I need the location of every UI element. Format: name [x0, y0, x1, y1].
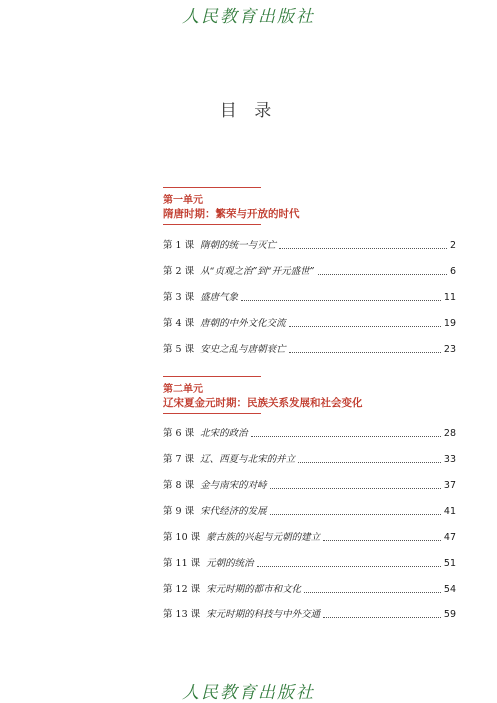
- lesson-title: 元朝的统治: [206, 558, 254, 569]
- leader-dots: [251, 436, 441, 437]
- toc-entry[interactable]: [163, 452, 456, 466]
- page-number: 59: [443, 609, 456, 620]
- toc-entry[interactable]: [163, 342, 456, 356]
- unit-label: 第一单元: [163, 195, 203, 206]
- leader-dots: [279, 248, 447, 249]
- lesson-title: 金与南宋的对峙: [200, 480, 267, 491]
- unit-top-rule: [163, 376, 261, 377]
- toc-entry[interactable]: [163, 290, 456, 304]
- lesson-title: 辽、西夏与北宋的并立: [200, 454, 296, 465]
- lesson-number: 第 13 课: [163, 609, 201, 620]
- lesson-title: 蒙古族的兴起与元朝的建立: [206, 532, 321, 543]
- publisher-logo-bottom: 人民教育出版社: [182, 683, 315, 703]
- page-number: 37: [443, 480, 456, 491]
- page-number: 41: [443, 506, 456, 517]
- page-number: 23: [443, 344, 456, 355]
- lesson-number: 第 7 课: [163, 454, 195, 465]
- lesson-number: 第 9 课: [163, 506, 195, 517]
- lesson-title: 唐朝的中外文化交流: [200, 318, 286, 329]
- lesson-title: 隋朝的统一与灭亡: [200, 240, 277, 251]
- leader-dots: [289, 326, 441, 327]
- toc-entry[interactable]: [163, 478, 456, 492]
- unit-label: 第二单元: [163, 384, 203, 395]
- toc-title: 目 录: [219, 101, 278, 121]
- toc-entry[interactable]: [163, 607, 456, 621]
- toc-entry[interactable]: [163, 504, 456, 518]
- lesson-title: 从“贞观之治”到“开元盛世”: [200, 266, 315, 277]
- lesson-number: 第 4 课: [163, 318, 195, 329]
- toc-entry[interactable]: [163, 582, 456, 596]
- unit-2-header: [163, 376, 463, 414]
- lesson-number: 第 8 课: [163, 480, 195, 491]
- lesson-title: 宋代经济的发展: [200, 506, 267, 517]
- lesson-number: 第 2 课: [163, 266, 195, 277]
- leader-dots: [318, 274, 447, 275]
- lesson-number: 第 10 课: [163, 532, 201, 543]
- lesson-number: 第 5 课: [163, 344, 195, 355]
- lesson-title: 宋元时期的都市和文化: [206, 584, 302, 595]
- unit-title: 隋唐时期：繁荣与开放的时代: [163, 208, 300, 220]
- page-number: 33: [443, 454, 456, 465]
- leader-dots: [323, 617, 441, 618]
- leader-dots: [270, 488, 441, 489]
- page-number: 54: [443, 584, 456, 595]
- lesson-title: 宋元时期的科技与中外交通: [206, 609, 321, 620]
- publisher-logo-top: 人民教育出版社: [182, 7, 315, 27]
- page-number: 51: [443, 558, 456, 569]
- lesson-number: 第 12 课: [163, 584, 201, 595]
- page-number: 2: [449, 240, 456, 251]
- unit-1-header: [163, 187, 463, 225]
- toc-entry[interactable]: [163, 426, 456, 440]
- leader-dots: [270, 514, 441, 515]
- toc-entry[interactable]: [163, 530, 456, 544]
- page-number: 19: [443, 318, 456, 329]
- leader-dots: [257, 566, 441, 567]
- lesson-number: 第 11 课: [163, 558, 201, 569]
- lesson-number: 第 1 课: [163, 240, 195, 251]
- page-number: 47: [443, 532, 456, 543]
- leader-dots: [289, 352, 441, 353]
- leader-dots: [241, 300, 441, 301]
- leader-dots: [298, 462, 441, 463]
- leader-dots: [323, 540, 441, 541]
- toc-entry[interactable]: [163, 316, 456, 330]
- toc-entry[interactable]: [163, 238, 456, 252]
- unit-bottom-rule: [163, 224, 261, 225]
- page-number: 6: [449, 266, 456, 277]
- unit-top-rule: [163, 187, 261, 188]
- leader-dots: [304, 592, 441, 593]
- toc-entry[interactable]: [163, 264, 456, 278]
- lesson-number: 第 3 课: [163, 292, 195, 303]
- page-number: 11: [443, 292, 456, 303]
- lesson-title: 北宋的政治: [200, 428, 248, 439]
- lesson-title: 安史之乱与唐朝衰亡: [200, 344, 286, 355]
- lesson-number: 第 6 课: [163, 428, 195, 439]
- page-number: 28: [443, 428, 456, 439]
- lesson-title: 盛唐气象: [200, 292, 239, 303]
- toc-entry[interactable]: [163, 556, 456, 570]
- unit-bottom-rule: [163, 413, 261, 414]
- unit-title: 辽宋夏金元时期：民族关系发展和社会变化: [163, 397, 363, 409]
